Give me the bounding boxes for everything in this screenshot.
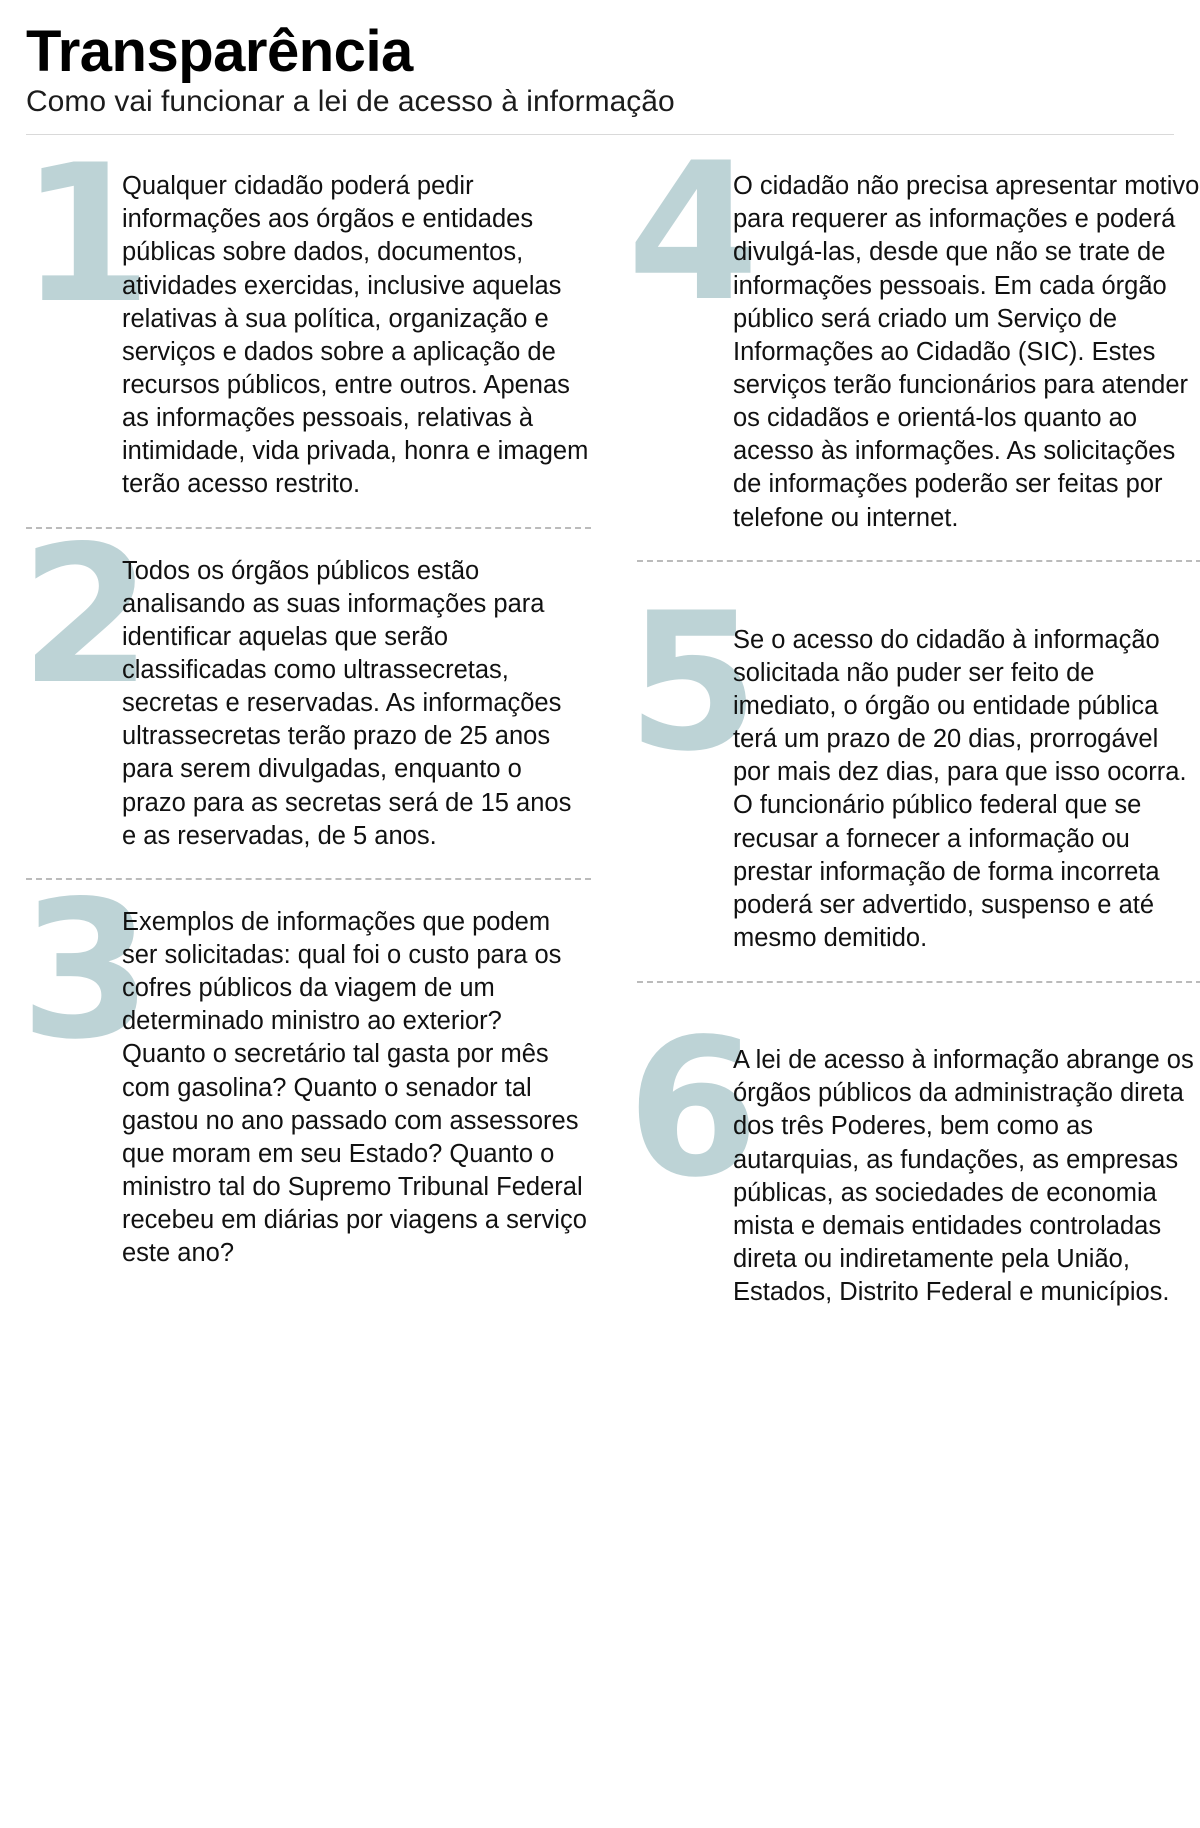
item-number-5: 5 <box>627 571 754 793</box>
content-columns <box>20 122 1200 1335</box>
list-item <box>20 504 591 853</box>
item-text-4: O cidadão não precisa apresentar motivo para requerer as informações e poderá divulgá-las, desde que não se trate de informações pessoais. Em cada órgão público será criado um Serviço de Informações ao Cidadão (SIC). Estes serviços terão funcionários para atender os cidadãos e orientá-los quanto ao acesso às informações. As solicitações de informações poderão ser feitas por telefone ou internet. <box>733 172 1200 532</box>
list-item <box>20 124 591 501</box>
item-number-3: 3 <box>20 859 147 1081</box>
item-divider <box>637 560 1200 562</box>
column-left <box>20 124 591 1335</box>
item-number-4: 4 <box>627 122 754 344</box>
list-item <box>20 859 591 1271</box>
list-item <box>627 122 1200 535</box>
column-right <box>627 122 1200 1335</box>
list-item <box>627 998 1200 1309</box>
item-text-5: Se o acesso do cidadão à informação solicitada não puder ser feito de imediato, o órgão ou entidade pública terá um prazo de 20 dias, prorrogável por mais dez dias, para que isso ocorra. O funcionário público federal que se recusar a fornecer a informação ou prestar informação de forma incorreta poderá ser advertido, suspenso e até mesmo demitido. <box>733 625 1187 952</box>
item-text-1: Qualquer cidadão poderá pedir informações aos órgãos e entidades públicas sobre dados, documentos, atividades exercidas, inclusive aquelas relativas à sua política, organização e serviços e dados sobre a aplicação de recursos públicos, entre outros. Apenas as informações pessoais, relativas à intimidade, vida privada, honra e imagem terão acesso restrito. <box>122 172 589 499</box>
page-header <box>26 19 1174 135</box>
page-subtitle: Como vai funcionar a lei de acesso à informação <box>26 85 675 119</box>
item-number-6: 6 <box>627 998 754 1220</box>
header-divider <box>26 134 1174 135</box>
item-number-1: 1 <box>20 124 147 346</box>
item-text-3: Exemplos de informações que podem ser solicitadas: qual foi o custo para os cofres públicos da viagem de um determinado ministro ao exterior? Quanto o secretário tal gasta por mês com gasolina? Quanto o senador tal gastou no ano passado com assessores que moram em seu Estado? Quanto o ministro tal do Supremo Tribunal Federal recebeu em diárias por viagens a serviço este ano? <box>122 907 587 1268</box>
item-divider <box>637 981 1200 983</box>
page-title: Transparência <box>26 19 413 84</box>
list-item <box>627 571 1200 955</box>
item-number-2: 2 <box>20 504 147 726</box>
item-text-6: A lei de acesso à informação abrange os órgãos públicos da administração direta dos três Poderes, bem como as autarquias, as fundações, as empresas públicas, as sociedades de economia mista e demais entidades controladas direta ou indiretamente pela União, Estados, Distrito Federal e municípios. <box>733 1046 1194 1307</box>
item-text-2: Todos os órgãos públicos estão analisando as suas informações para identificar aquelas que serão classificadas como ultrassecretas, secretas e reservadas. As informações ultrassecretas terão prazo de 25 anos para serem divulgadas, enquanto o prazo para as secretas será de 15 anos e as reservadas, de 5 anos. <box>122 556 572 850</box>
